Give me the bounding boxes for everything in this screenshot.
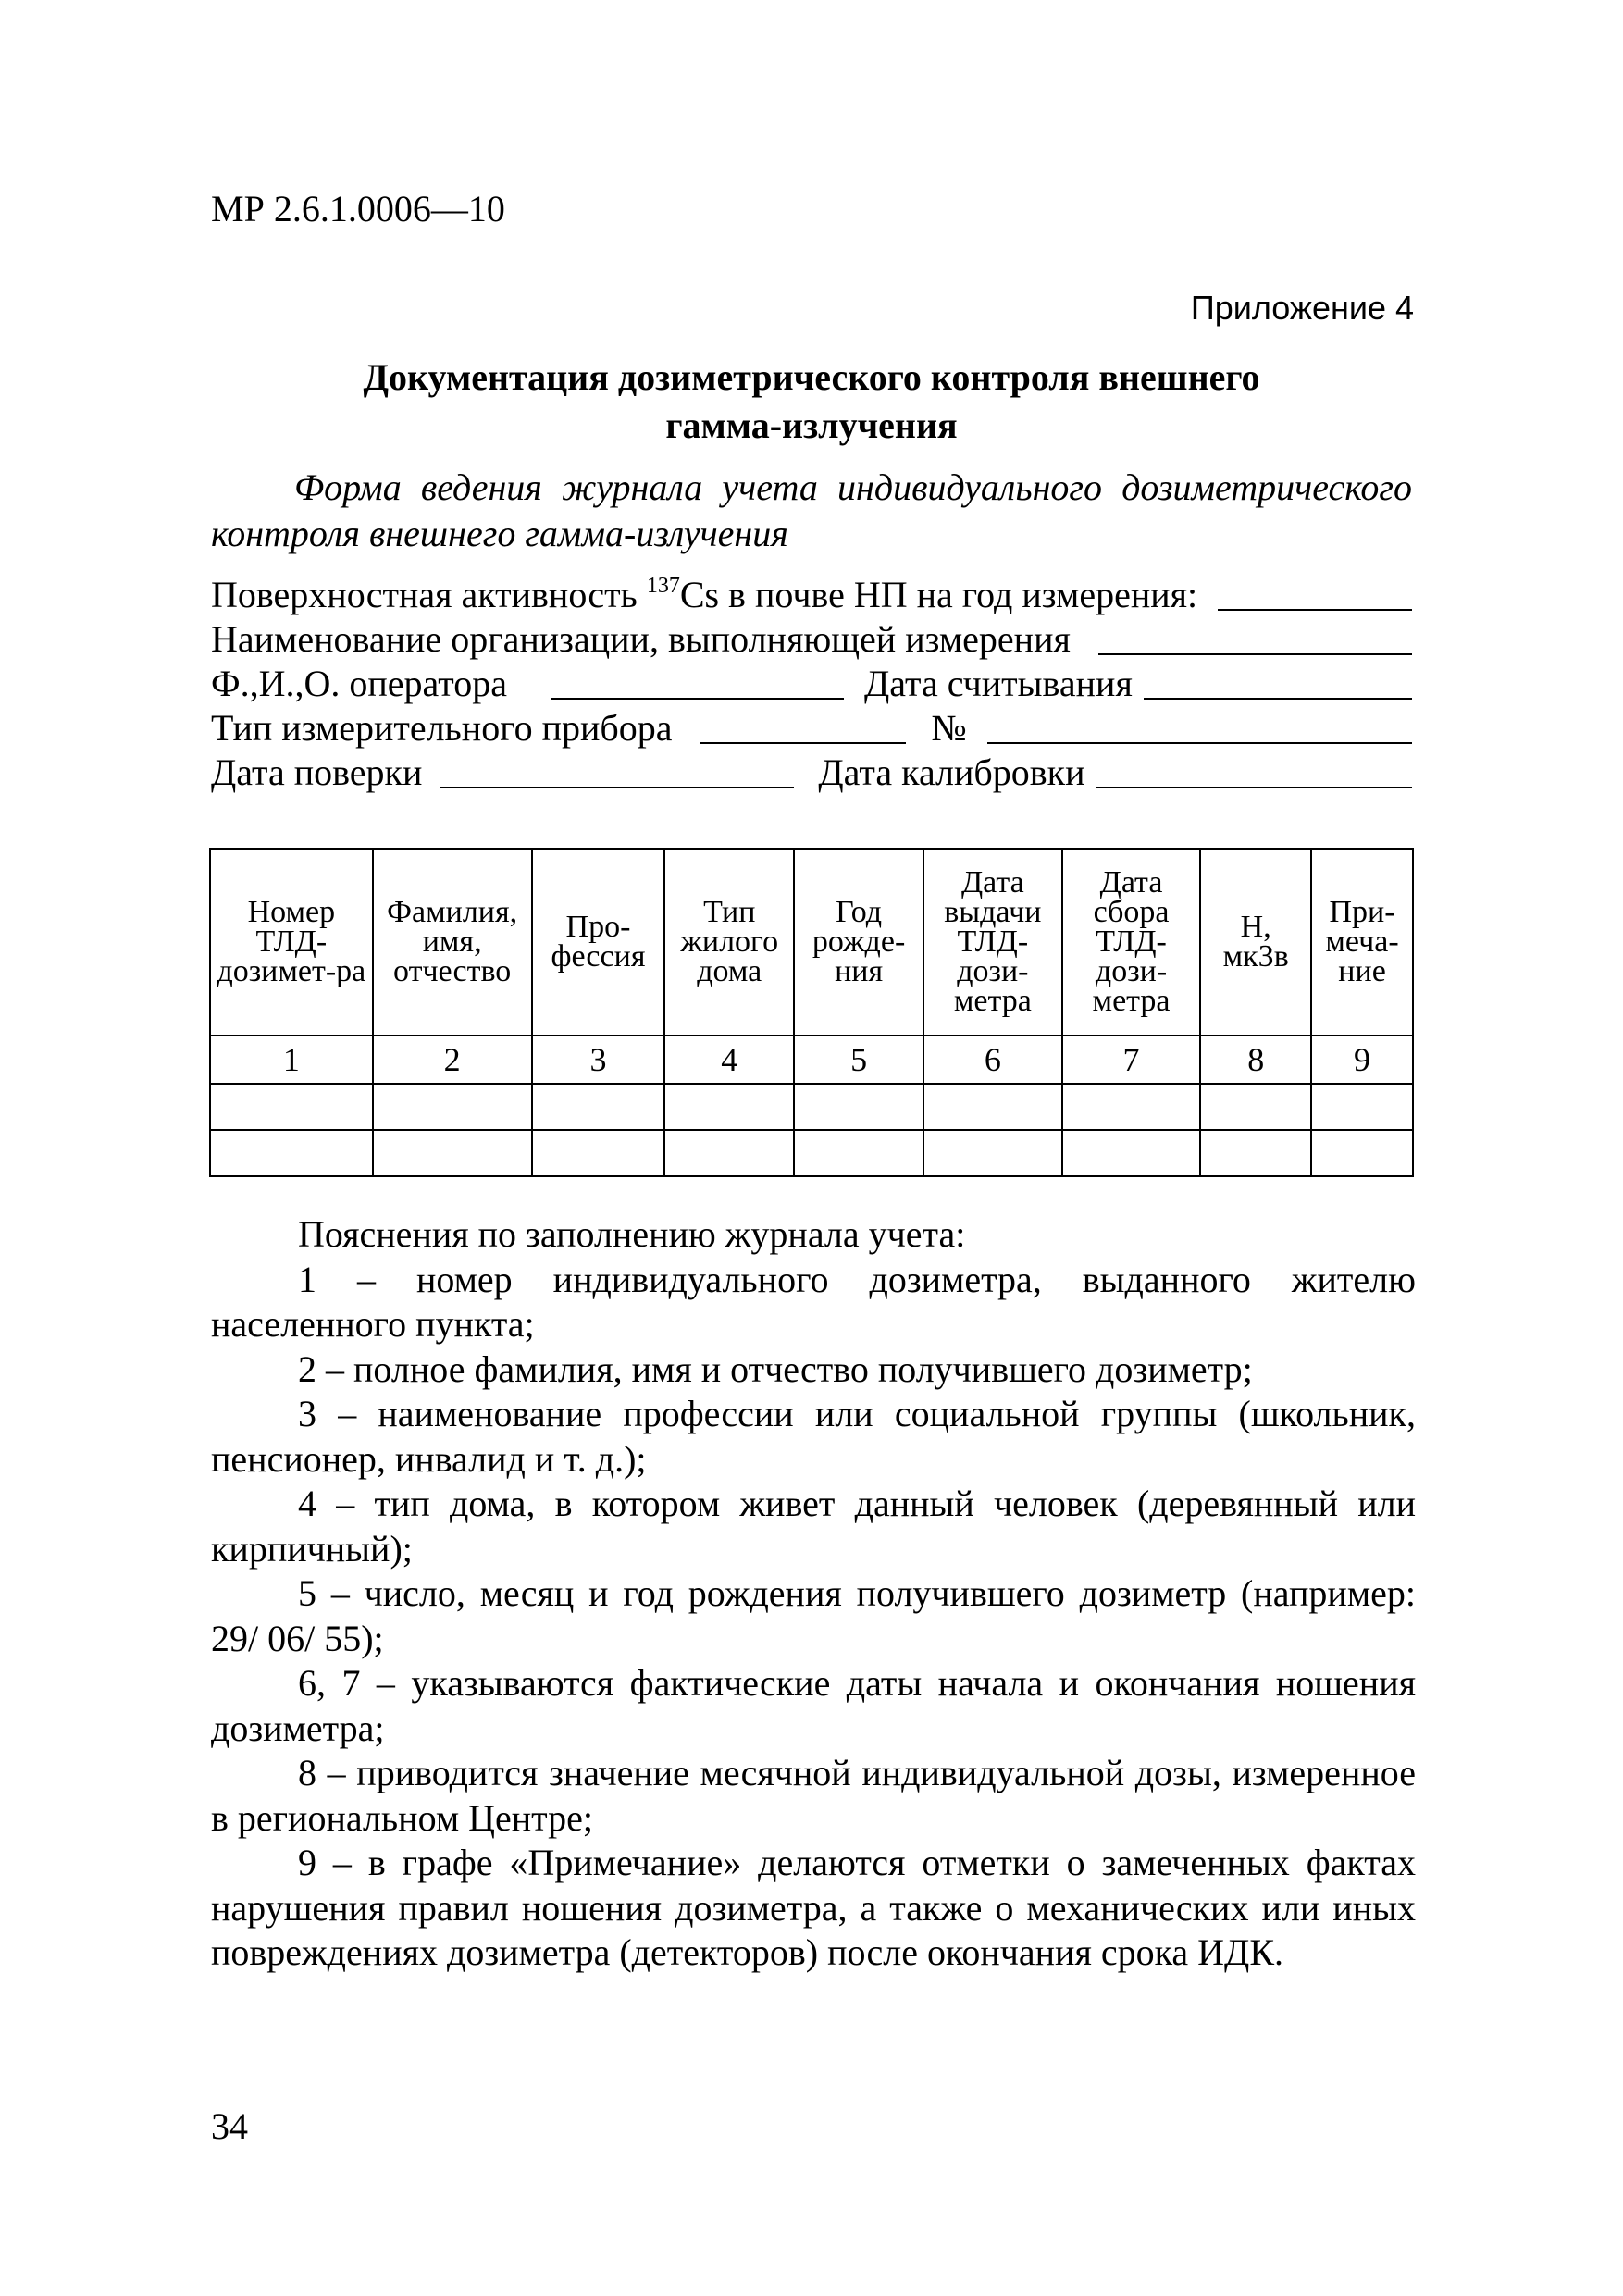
table-header-cell: Год рожде-ния <box>794 849 923 1036</box>
empty-cell[interactable] <box>1062 1130 1201 1176</box>
note-item: 3 – наименование профессии или социальной группы (школьник, пенсионер, инвалид и т. д.); <box>211 1393 1416 1480</box>
column-number: 6 <box>923 1036 1062 1084</box>
empty-cell[interactable] <box>794 1130 923 1176</box>
table-header-cell: Фамилия, имя, отчество <box>373 849 532 1036</box>
field-label-verification: Дата поверки <box>211 751 423 793</box>
page-number: 34 <box>211 2105 248 2147</box>
field-label-operator: Ф.,И.,О. оператора <box>211 663 507 704</box>
field-label-device-number: № <box>931 707 967 749</box>
table-row <box>210 1084 1413 1130</box>
note-item: 9 – в графе «Примечание» делаются отметки о замеченных фактах нарушения правил ношения дозиметра, а также о механических или иных повреждениях дозиметра (детекторов) после окончания срока ИДК. <box>211 1842 1416 1973</box>
page-title <box>211 354 1412 450</box>
table-row <box>210 1130 1413 1176</box>
note-item: 4 – тип дома, в котором живет данный человек (деревянный или кирпичный); <box>211 1483 1416 1570</box>
appendix-label: Приложение 4 <box>1190 289 1414 327</box>
column-number: 9 <box>1311 1036 1413 1084</box>
field-surface-activity <box>211 572 1412 616</box>
empty-cell[interactable] <box>1062 1084 1201 1130</box>
field-device-row <box>211 705 1412 750</box>
table-header-cell: Дата сбора ТЛД-дози-метра <box>1062 849 1201 1036</box>
note-item: 8 – приводится значение месячной индивидуальной дозы, измеренное в региональном Центре; <box>211 1752 1416 1839</box>
title-line-1: Документация дозиметрического контроля внешнего <box>363 356 1260 398</box>
field-label-device-type: Тип измерительного прибора <box>211 707 673 749</box>
field-operator-row <box>211 661 1412 705</box>
notes-intro: Пояснения по заполнению журнала учета: <box>298 1213 966 1255</box>
note-item: 6, 7 – указываются фактические даты начала и окончания ношения дозиметра; <box>211 1662 1416 1749</box>
table-header-row <box>210 849 1413 1036</box>
field-dates-row <box>211 750 1412 794</box>
notes-section <box>211 1212 1416 1976</box>
table-header-cell: Тип жилого дома <box>664 849 794 1036</box>
column-number: 4 <box>664 1036 794 1084</box>
table-header-cell: Номер ТЛД-дозимет-ра <box>210 849 373 1036</box>
table-number-row <box>210 1036 1413 1084</box>
empty-cell[interactable] <box>794 1084 923 1130</box>
blank-verification[interactable] <box>440 751 794 788</box>
empty-cell[interactable] <box>210 1130 373 1176</box>
empty-cell[interactable] <box>923 1084 1062 1130</box>
document-code: МР 2.6.1.0006—10 <box>211 188 505 230</box>
table-header-cell: H, мкЗв <box>1200 849 1311 1036</box>
blank-device-type[interactable] <box>700 707 906 744</box>
note-item: 1 – номер индивидуального дозиметра, выданного жителю населенного пункта; <box>211 1258 1416 1345</box>
table-header-cell: При-меча-ние <box>1311 849 1413 1036</box>
journal-table <box>209 848 1414 1177</box>
empty-cell[interactable] <box>373 1084 532 1130</box>
empty-cell[interactable] <box>923 1130 1062 1176</box>
blank-organization[interactable] <box>1098 618 1412 655</box>
field-label-organization: Наименование организации, выполняющей измерения <box>211 618 1071 660</box>
field-label-read-date: Дата считывания <box>863 663 1133 704</box>
empty-cell[interactable] <box>664 1130 794 1176</box>
blank-calibration[interactable] <box>1096 751 1413 788</box>
column-number: 2 <box>373 1036 532 1084</box>
blank-operator[interactable] <box>551 663 844 700</box>
column-number: 8 <box>1200 1036 1311 1084</box>
form-subtitle: Форма ведения журнала учета индивидуального дозиметрического контроля внешнего гамма-излучения <box>211 466 1412 554</box>
field-label-calibration: Дата калибровки <box>818 751 1085 793</box>
table-header-cell: Про-фессия <box>532 849 665 1036</box>
empty-cell[interactable] <box>1200 1130 1311 1176</box>
column-number: 1 <box>210 1036 373 1084</box>
empty-cell[interactable] <box>373 1130 532 1176</box>
empty-cell[interactable] <box>210 1084 373 1130</box>
field-organization <box>211 616 1412 661</box>
empty-cell[interactable] <box>532 1130 665 1176</box>
note-item: 2 – полное фамилия, имя и отчество получившего дозиметр; <box>298 1347 1253 1390</box>
empty-cell[interactable] <box>1311 1130 1413 1176</box>
empty-cell[interactable] <box>1200 1084 1311 1130</box>
blank-activity[interactable] <box>1218 574 1412 611</box>
column-number: 3 <box>532 1036 665 1084</box>
column-number: 7 <box>1062 1036 1201 1084</box>
empty-cell[interactable] <box>664 1084 794 1130</box>
table-header-cell: Дата выдачи ТЛД-дози-метра <box>923 849 1062 1036</box>
blank-read-date[interactable] <box>1144 663 1412 700</box>
note-item: 5 – число, месяц и год рождения получившего дозиметр (например: 29/ 06/ 55); <box>211 1572 1416 1659</box>
blank-device-number[interactable] <box>987 707 1412 744</box>
column-number: 5 <box>794 1036 923 1084</box>
empty-cell[interactable] <box>1311 1084 1413 1130</box>
field-label-activity: Поверхностная активность $^{137}$Cs в почве НП на год измерения: <box>211 574 1198 615</box>
empty-cell[interactable] <box>532 1084 665 1130</box>
title-line-2: гамма-излучения <box>665 404 958 446</box>
